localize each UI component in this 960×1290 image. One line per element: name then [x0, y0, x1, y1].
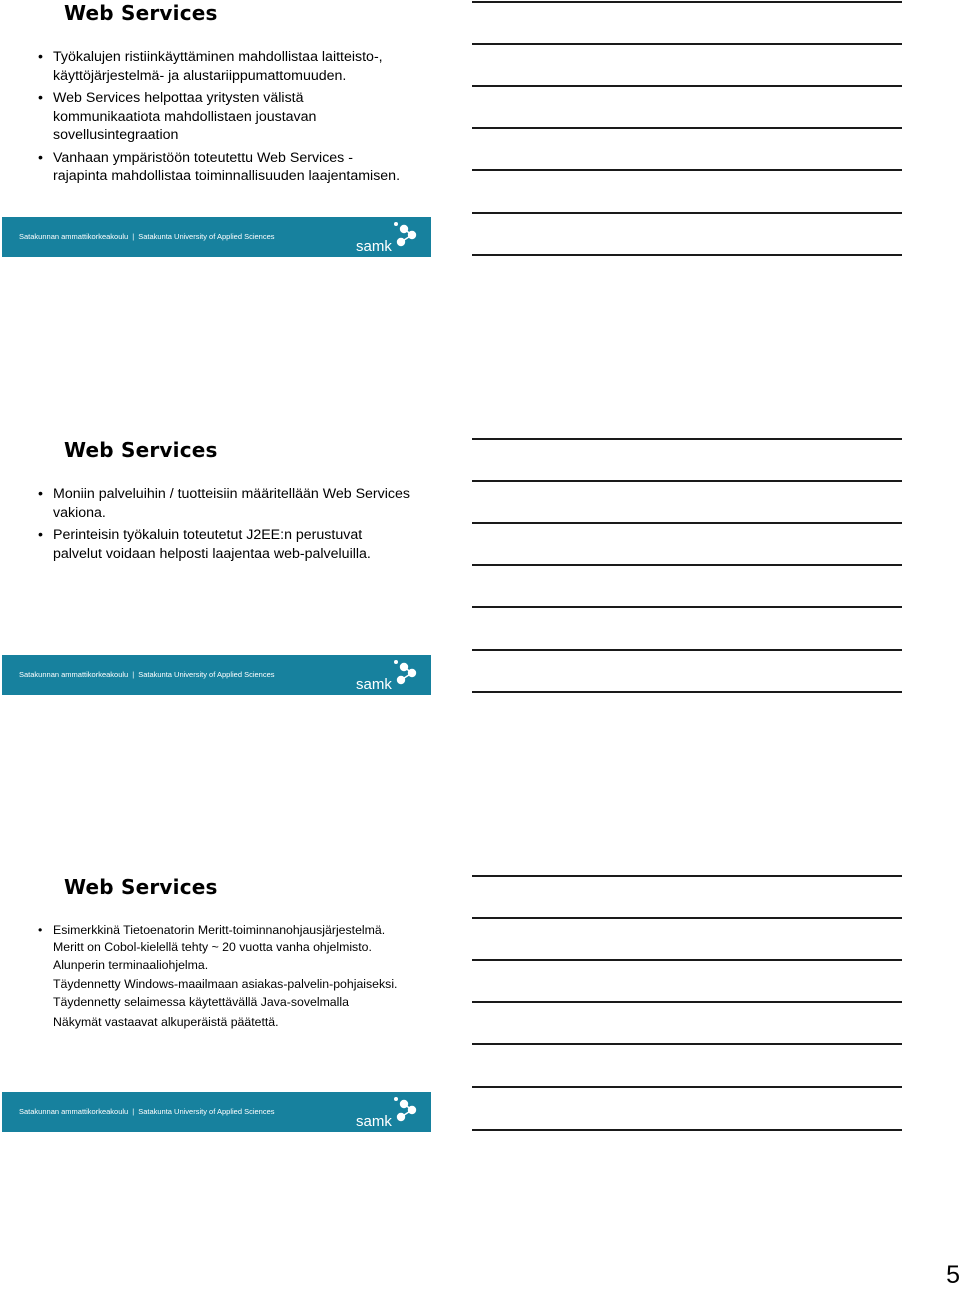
note-line [472, 1, 902, 3]
note-line [472, 1001, 902, 1003]
notes-area-1 [472, 0, 902, 260]
note-line [472, 43, 902, 45]
footer-school-name-fi: Satakunnan ammattikorkeakoulu [19, 670, 129, 679]
logo-text: samk [356, 238, 392, 255]
slide-title: Web Services [64, 1, 218, 25]
note-line [472, 649, 902, 651]
notes-area-2 [472, 437, 902, 697]
bullet-item: • Työkalujen ristiinkäyttäminen mahdollistaa laitteisto-, käyttöjärjestelmä- ja alustariippumattomuuden. [53, 48, 403, 85]
note-line [472, 480, 902, 482]
footer-separator: | [132, 1107, 135, 1116]
bullet-item: • Web Services helpottaa yritysten välistä kommunikaatiota mahdollistaen joustavan sovellusintegraation [53, 89, 403, 145]
footer-school-name-en: Satakunta University of Applied Sciences [138, 670, 275, 679]
list-item: Näkymät vastaavat alkuperäistä päätettä. [53, 1014, 279, 1029]
footer-text [19, 1107, 275, 1116]
slide-footer [2, 217, 431, 257]
notes-area-3 [472, 874, 902, 1134]
slide-3 [2, 874, 431, 1133]
bullet-item: • Vanhaan ympäristöön toteutettu Web Services -rajapinta mahdollistaa toiminnallisuuden laajentamisen. [53, 149, 403, 186]
note-line [472, 1043, 902, 1045]
note-line [472, 564, 902, 566]
logo-text: samk [356, 676, 392, 693]
bullet-list [53, 922, 403, 1030]
slide-footer [2, 1092, 431, 1132]
footer-text [19, 670, 275, 679]
samk-logo [354, 657, 424, 693]
list-item: Täydennetty Windows-maailmaan asiakas-palvelin-pohjaiseksi. [53, 976, 398, 991]
note-line [472, 959, 902, 961]
footer-school-name-en: Satakunta University of Applied Sciences [138, 232, 275, 241]
note-line [472, 606, 902, 608]
note-line [472, 212, 902, 214]
bullet-item: • Perinteisin työkaluin toteutetut J2EE:n perustuvat palvelut voidaan helposti laajentaa web-palveluilla. [53, 526, 413, 563]
note-line [472, 875, 902, 877]
list-item: Alunperin terminaaliohjelma. [53, 958, 209, 972]
list-item: Täydennetty selaimessa käytettävällä Java-sovelmalla [53, 995, 349, 1009]
footer-text [19, 232, 275, 241]
footer-school-name-fi: Satakunnan ammattikorkeakoulu [19, 232, 129, 241]
slide-footer [2, 655, 431, 695]
slide-title: Web Services [64, 875, 218, 899]
note-line [472, 438, 902, 440]
note-line [472, 254, 902, 256]
footer-separator: | [132, 670, 135, 679]
samk-logo [354, 219, 424, 255]
bullet-list [53, 48, 403, 186]
note-line [472, 917, 902, 919]
note-line [472, 1086, 902, 1088]
slide-2 [2, 437, 431, 695]
footer-separator: | [132, 232, 135, 241]
footer-school-name-en: Satakunta University of Applied Sciences [138, 1107, 275, 1116]
slide-1 [2, 0, 431, 258]
note-line [472, 169, 902, 171]
slide-title: Web Services [64, 438, 218, 462]
samk-logo [354, 1094, 424, 1130]
bullet-item: • Esimerkkinä Tietoenatorin Meritt-toiminnanohjausjärjestelmä. Meritt on Cobol-kielellä tehty ~ 20 vuotta vanha ohjelmisto. [53, 922, 403, 955]
bullet-item: • Moniin palveluihin / tuotteisiin määritellään Web Services vakiona. [53, 485, 413, 522]
page-number: 5 [946, 1261, 960, 1289]
bullet-list [53, 485, 413, 563]
note-line [472, 127, 902, 129]
note-line [472, 522, 902, 524]
logo-text: samk [356, 1113, 392, 1130]
footer-school-name-fi: Satakunnan ammattikorkeakoulu [19, 1107, 129, 1116]
note-line [472, 691, 902, 693]
note-line [472, 85, 902, 87]
note-line [472, 1129, 902, 1131]
